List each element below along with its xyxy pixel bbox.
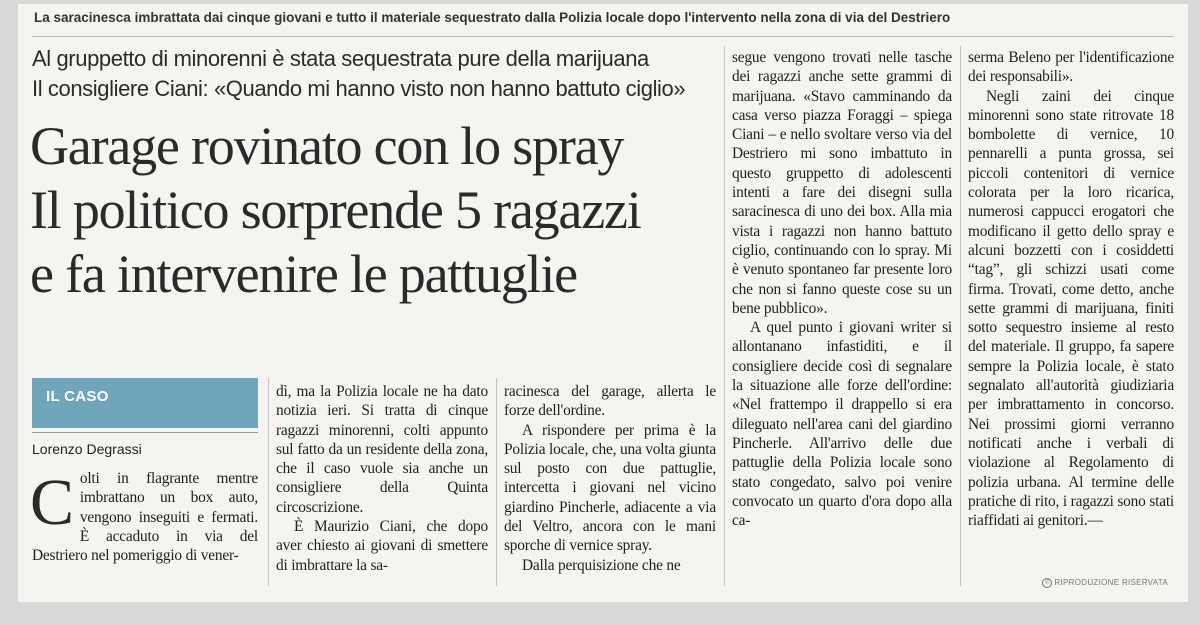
paragraph: segue vengono trovati nelle tasche dei ragazzi anche sette grammi di marijuana. «Stavo camminando da casa verso piazza Foraggi – spiega Ciani – e nello svoltare verso via del Destriero mi sono imbattuto in questo gruppetto di adolescenti intenti a fare dei disegni sulla saracinesca di uno dei box. Alla mia vista i ragazzi non hanno battuto ciglio, continuando con lo spray. Mi è venuto spontaneo far presente loro che non si fanno queste cose su un bene pubblico». xyxy=(732,49,952,317)
article-column-5 xyxy=(968,48,1174,530)
column-rule xyxy=(724,46,725,586)
copyright-icon: © xyxy=(1042,578,1052,588)
byline-divider xyxy=(32,432,258,433)
paragraph: A rispondere per prima è la Polizia locale, che, una volta giunta sul posto con due pattuglie, intercetta i giovani nel vicino giardino Pincherle, adiacente a via del Veltro, ancora con le mani sporche di vernice spray. xyxy=(504,421,716,555)
kicker-line-2: Il consigliere Ciani: «Quando mi hanno visto non hanno battuto ciglio» xyxy=(32,76,686,101)
paragraph: serma Beleno per l'identificazione dei responsabili». xyxy=(968,49,1174,86)
kicker-line-1: Al gruppetto di minorenni è stata sequestrata pure della marijuana xyxy=(32,46,649,71)
article-column-4 xyxy=(732,48,952,530)
author-byline: Lorenzo Degrassi xyxy=(32,441,142,457)
top-divider xyxy=(32,36,1174,37)
column-rule xyxy=(960,46,961,586)
article-column-2 xyxy=(276,382,488,575)
headline-line-1: Garage rovinato con lo spray xyxy=(30,116,624,176)
article-column-1 xyxy=(30,466,258,565)
drop-cap: C xyxy=(30,466,74,539)
section-label: IL CASO xyxy=(46,388,109,405)
paragraph: olti in flagrante mentre imbrattano un box auto, vengono inseguiti e fermati. È accaduto in via del Destriero nel pomeriggio di vener- xyxy=(32,470,258,565)
photo-caption: La saracinesca imbrattata dai cinque giovani e tutto il materiale sequestrato dalla Polizia locale dopo l'intervento nella zona di via del Destriero xyxy=(34,10,951,25)
article-column-3 xyxy=(504,382,716,575)
paragraph: dì, ma la Polizia locale ne ha dato notizia ieri. Si tratta di cinque ragazzi minorenni, colti appunto sul fatto da un residente della zona, che il caso vuole sia anche un consigliere della Quinta circoscrizione. xyxy=(276,383,488,516)
paragraph: Negli zaini dei cinque minorenni sono state ritrovate 18 bombolette di vernice, 10 pennarelli a punta grossa, sei piccoli contenitori di vernice colorata per la loro ricarica, numerosi cappucci erogatori che modificano il getto dello spray e alcuni bozzetti con i cosiddetti “tag”, gli schizzi usati come firma. Trovati, come detto, anche sette grammi di marijuana, finiti sotto sequestro insieme al resto del materiale. Il gruppo, fa sapere sempre la Polizia locale, è stato segnalato all'autorità giudiziaria per imbrattamento in concorso. Nei prossimi giorni verranno notificati anche i verbali di violazione al Regolamento di polizia urbana. Al termine delle pratiche di rito, i ragazzi sono stati riaffidati ai genitori.— xyxy=(968,87,1174,530)
section-badge xyxy=(32,378,258,428)
newspaper-page xyxy=(18,4,1188,602)
headline-line-2: Il politico sorprende 5 ragazzi xyxy=(30,180,641,240)
column-rule xyxy=(268,378,269,586)
paragraph: racinesca del garage, allerta le forze dell'ordine. xyxy=(504,383,716,420)
paragraph: Dalla perquisizione che ne xyxy=(522,556,681,574)
column-rule xyxy=(496,378,497,586)
copyright-text: RIPRODUZIONE RISERVATA xyxy=(1054,578,1168,588)
headline-line-3: e fa intervenire le pattuglie xyxy=(30,244,577,304)
copyright-notice xyxy=(1042,578,1168,588)
headline xyxy=(30,114,720,306)
paragraph: A quel punto i giovani writer si allontanano infastiditi, e il consigliere decide così di segnalare la situazione alle forze dell'ordine: «Nel frattempo il drappello si era dileguato nell'area cani del giardino Pincherle. All'arrivo delle due pattuglie della Polizia locale sono stato congedato, salvo poi venire convocato un quarto d'ora dopo alla ca- xyxy=(732,319,952,530)
paragraph: È Maurizio Ciani, che dopo aver chiesto ai giovani di smettere di imbrattare la sa- xyxy=(276,518,488,574)
